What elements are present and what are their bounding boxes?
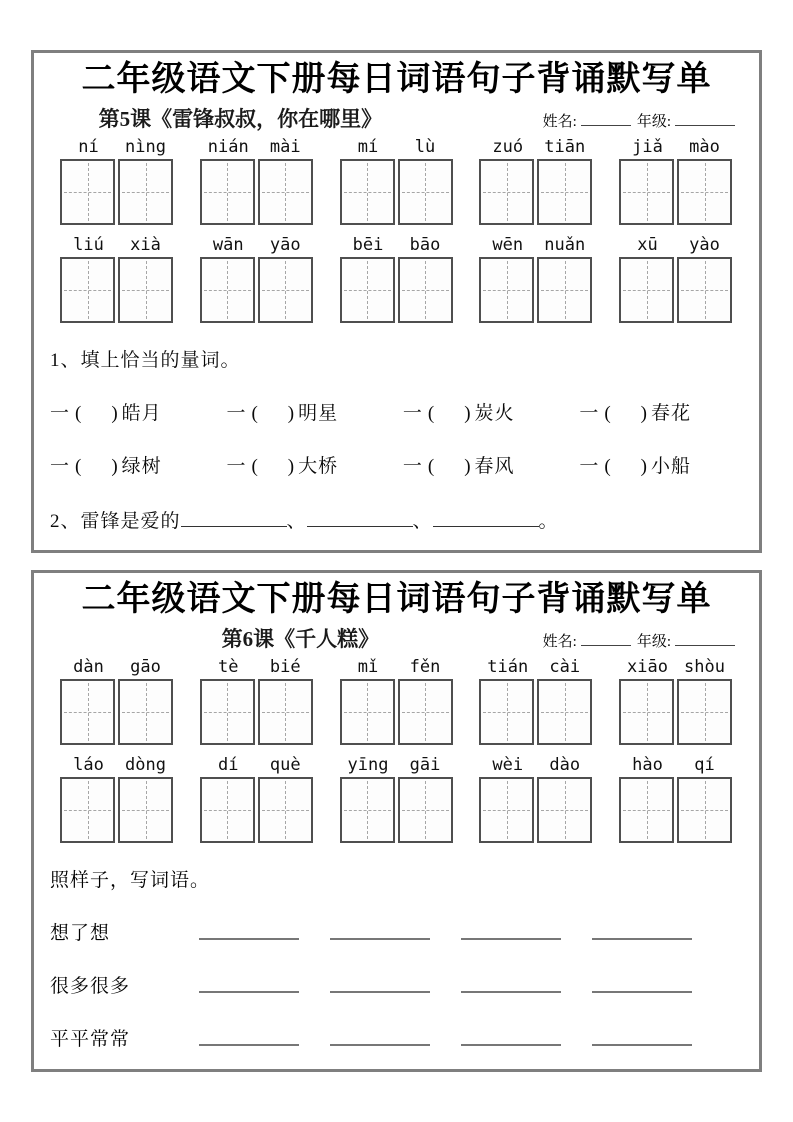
- pinyin-word-group: [619, 755, 733, 843]
- worksheet-card-lesson5: [31, 50, 762, 553]
- measure-word-noun: 炭火: [474, 403, 515, 424]
- pinyin-word-group: [60, 657, 174, 745]
- pinyin-syllable: liú: [73, 235, 104, 255]
- pinyin-syllable: dào: [549, 755, 581, 775]
- pinyin-row: [44, 657, 749, 745]
- pinyin-word-group: [619, 137, 733, 225]
- measure-word-item: 一 ( ) 绿树: [50, 456, 162, 477]
- pinyin-syllable: dàn: [73, 657, 104, 677]
- writing-box[interactable]: [200, 679, 255, 745]
- pinyin-word-group: [479, 755, 593, 843]
- answer-blank[interactable]: [330, 938, 430, 940]
- answer-blank[interactable]: [592, 991, 692, 993]
- pinyin-syllable: mí: [357, 137, 379, 157]
- writing-box[interactable]: [619, 159, 674, 225]
- writing-box[interactable]: [340, 777, 395, 843]
- writing-box[interactable]: [340, 257, 395, 323]
- pinyin-syllable: tè: [218, 657, 239, 677]
- page-title: 二年级语文下册每日词语句子背诵默写单: [81, 61, 712, 98]
- question-prompt: 1、填上恰当的量词。: [50, 350, 241, 371]
- pinyin-syllable: bēi: [352, 235, 384, 255]
- pinyin-word-group: [60, 137, 174, 225]
- name-blank[interactable]: [581, 122, 631, 126]
- measure-word-noun: 皓月: [121, 403, 162, 424]
- pinyin-syllable: zuó: [492, 137, 524, 157]
- writing-box[interactable]: [200, 159, 255, 225]
- writing-box[interactable]: [200, 257, 255, 323]
- writing-box[interactable]: [677, 679, 732, 745]
- measure-word-item: 一 ( ) 大桥: [226, 456, 339, 477]
- writing-box[interactable]: [258, 257, 313, 323]
- answer-blank[interactable]: [433, 523, 539, 527]
- pinyin-word-group: [340, 657, 454, 745]
- pinyin-syllable: yīng: [347, 755, 389, 775]
- measure-word-item: 一 ( ) 小船: [579, 456, 691, 477]
- question-2-prefix: 2、雷锋是爱的: [50, 511, 181, 532]
- pinyin-syllable: qí: [694, 755, 715, 775]
- writing-box[interactable]: [537, 257, 592, 323]
- grade-label: 年级:: [636, 634, 671, 650]
- pinyin-syllable: mǐ: [357, 657, 379, 677]
- writing-box[interactable]: [677, 777, 732, 843]
- pinyin-word-group: [60, 755, 174, 843]
- pinyin-syllable: láo: [73, 755, 104, 775]
- pinyin-row: [44, 755, 749, 843]
- writing-box[interactable]: [60, 679, 115, 745]
- measure-word-item: 一 ( ) 春花: [579, 403, 691, 424]
- writing-box[interactable]: [118, 159, 173, 225]
- pinyin-syllable: fěn: [409, 657, 441, 677]
- writing-box[interactable]: [537, 679, 592, 745]
- lesson-title: 第6课《千人糕》: [221, 627, 380, 651]
- pinyin-syllable: tiān: [544, 137, 586, 157]
- measure-word-item: 一 ( ) 炭火: [402, 403, 515, 424]
- answer-blank[interactable]: [330, 991, 430, 993]
- writing-box[interactable]: [479, 679, 534, 745]
- writing-box[interactable]: [479, 159, 534, 225]
- writing-box[interactable]: [200, 777, 255, 843]
- grade-blank[interactable]: [675, 642, 735, 646]
- name-label: 姓名:: [542, 634, 577, 650]
- pinyin-word-group: [60, 235, 174, 323]
- measure-word-row: [50, 398, 743, 425]
- pinyin-word-group: [479, 235, 593, 323]
- pinyin-word-group: [200, 137, 314, 225]
- writing-box[interactable]: [619, 679, 674, 745]
- answer-blank[interactable]: [592, 938, 692, 940]
- pinyin-syllable: gāi: [409, 755, 441, 775]
- pinyin-syllable: jiǎ: [632, 137, 663, 157]
- pinyin-syllable: què: [269, 755, 301, 775]
- list-separator: 、: [286, 511, 307, 532]
- pinyin-syllable: wèi: [492, 755, 524, 775]
- pinyin-word-group: [479, 657, 593, 745]
- writing-box[interactable]: [537, 159, 592, 225]
- pinyin-syllable: yào: [689, 235, 720, 255]
- pinyin-syllable: yāo: [269, 235, 301, 255]
- pinyin-word-group: [340, 235, 454, 323]
- question-2: [50, 506, 743, 533]
- measure-word-row: [50, 451, 743, 478]
- pinyin-syllable: nìng: [125, 137, 166, 157]
- answer-blank[interactable]: [330, 1044, 430, 1046]
- pinyin-word-group: [340, 137, 454, 225]
- subtitle-row: [44, 623, 749, 651]
- worksheet-card-lesson6: [31, 570, 762, 1072]
- page-title: 二年级语文下册每日词语句子背诵默写单: [81, 581, 712, 618]
- pinyin-row: [44, 137, 749, 225]
- writing-box[interactable]: [258, 159, 313, 225]
- name-grade-fields: [543, 110, 735, 131]
- writing-box[interactable]: [479, 777, 534, 843]
- writing-box[interactable]: [118, 777, 173, 843]
- writing-box[interactable]: [398, 159, 453, 225]
- pinyin-syllable: shòu: [684, 657, 725, 677]
- answer-blank[interactable]: [199, 991, 299, 993]
- pinyin-syllable: cài: [549, 657, 581, 677]
- measure-word-noun: 春花: [650, 403, 691, 424]
- writing-box[interactable]: [619, 777, 674, 843]
- pinyin-syllable: xū: [637, 235, 658, 255]
- pinyin-word-group: [479, 137, 593, 225]
- answer-blank[interactable]: [181, 523, 287, 527]
- writing-box[interactable]: [398, 679, 453, 745]
- measure-word-noun: 大桥: [298, 456, 339, 477]
- pinyin-word-group: [340, 755, 454, 843]
- exercise-prompt: 照样子，写词语。: [50, 870, 211, 891]
- answer-blank[interactable]: [461, 1044, 561, 1046]
- example-word: 想了想: [50, 923, 111, 944]
- writing-box[interactable]: [619, 257, 674, 323]
- pinyin-syllable: wān: [212, 235, 244, 255]
- pinyin-syllable: mài: [269, 137, 301, 157]
- answer-blank[interactable]: [199, 938, 299, 940]
- pinyin-syllable: dí: [218, 755, 239, 775]
- writing-box[interactable]: [258, 679, 313, 745]
- writing-box[interactable]: [340, 679, 395, 745]
- pinyin-syllable: xià: [130, 235, 161, 255]
- name-label: 姓名:: [542, 114, 577, 130]
- answer-blank[interactable]: [461, 991, 561, 993]
- measure-word-noun: 明星: [298, 403, 339, 424]
- name-grade-fields: [543, 630, 735, 651]
- example-word: 平平常常: [50, 1029, 131, 1050]
- pinyin-word-group: [619, 657, 733, 745]
- name-blank[interactable]: [581, 642, 631, 646]
- pinyin-syllable: hào: [632, 755, 663, 775]
- pinyin-syllable: gāo: [130, 657, 161, 677]
- writing-box[interactable]: [479, 257, 534, 323]
- lesson-title: 第5课《雷锋叔叔，你在哪里》: [98, 107, 383, 131]
- measure-word-noun: 绿树: [121, 456, 162, 477]
- answer-blank[interactable]: [461, 938, 561, 940]
- writing-box[interactable]: [537, 777, 592, 843]
- list-separator: 、: [412, 511, 433, 532]
- pinyin-syllable: nuǎn: [544, 235, 586, 255]
- answer-blank[interactable]: [592, 1044, 692, 1046]
- pinyin-row: [44, 235, 749, 323]
- writing-box[interactable]: [60, 777, 115, 843]
- measure-word-item: 一 ( ) 明星: [226, 403, 339, 424]
- pinyin-syllable: mào: [689, 137, 720, 157]
- writing-box[interactable]: [60, 257, 115, 323]
- pinyin-word-group: [200, 755, 314, 843]
- example-row: [44, 918, 749, 945]
- measure-word-noun: 小船: [650, 456, 691, 477]
- pinyin-syllable: lù: [414, 137, 436, 157]
- writing-box[interactable]: [258, 777, 313, 843]
- pinyin-syllable: bāo: [409, 235, 441, 255]
- example-row: [44, 1024, 749, 1051]
- writing-box[interactable]: [60, 159, 115, 225]
- quiz-section: [44, 345, 749, 533]
- measure-word-noun: 春风: [474, 456, 515, 477]
- writing-box[interactable]: [398, 257, 453, 323]
- grade-blank[interactable]: [675, 122, 735, 126]
- sentence-period: 。: [538, 511, 559, 532]
- writing-box[interactable]: [118, 679, 173, 745]
- example-word: 很多很多: [50, 976, 131, 997]
- writing-box[interactable]: [677, 159, 732, 225]
- pinyin-word-group: [619, 235, 733, 323]
- measure-word-item: 一 ( ) 皓月: [50, 403, 162, 424]
- measure-word-item: 一 ( ) 春风: [402, 456, 515, 477]
- pinyin-syllable: nián: [207, 137, 249, 157]
- answer-blank[interactable]: [199, 1044, 299, 1046]
- pinyin-syllable: tián: [487, 657, 529, 677]
- writing-box[interactable]: [340, 159, 395, 225]
- grade-label: 年级:: [636, 114, 671, 130]
- answer-blank[interactable]: [307, 523, 413, 527]
- subtitle-row: [44, 103, 749, 131]
- pinyin-syllable: wēn: [492, 235, 524, 255]
- pinyin-word-group: [200, 657, 314, 745]
- pinyin-word-group: [200, 235, 314, 323]
- writing-box[interactable]: [118, 257, 173, 323]
- pinyin-syllable: dòng: [125, 755, 166, 775]
- pinyin-syllable: xiāo: [627, 657, 668, 677]
- pinyin-syllable: ní: [78, 137, 99, 157]
- writing-box[interactable]: [398, 777, 453, 843]
- example-row: [44, 971, 749, 998]
- writing-box[interactable]: [677, 257, 732, 323]
- pinyin-syllable: bié: [269, 657, 301, 677]
